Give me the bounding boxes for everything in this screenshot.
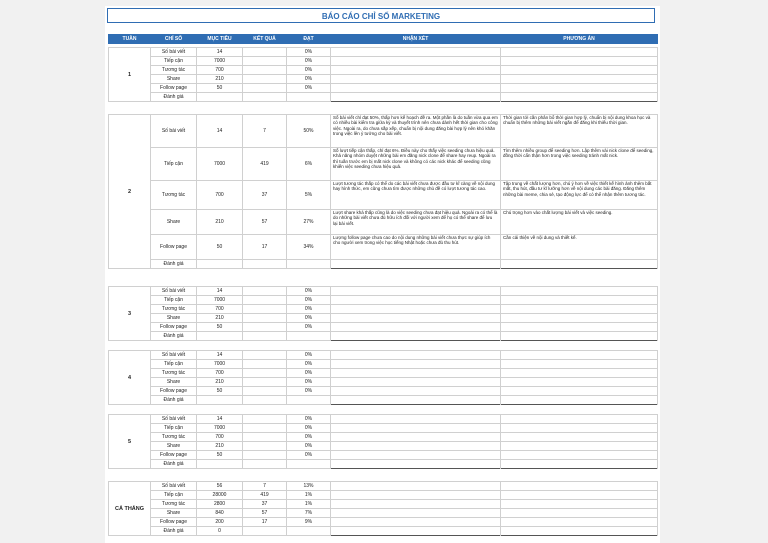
result-cell: [243, 360, 287, 369]
plan-cell: Cần cải thiện về nội dung và thiết kế.: [501, 235, 658, 260]
report-title: BÁO CÁO CHỈ SỐ MARKETING: [107, 8, 655, 23]
metric-cell: Follow page: [151, 235, 197, 260]
week-block: [108, 286, 658, 341]
percent-cell: [287, 527, 331, 536]
target-cell: 50: [197, 451, 243, 460]
column-header: KẾT QUẢ: [243, 35, 287, 44]
table-row: [109, 509, 658, 518]
metric-cell: Tiếp cận: [151, 57, 197, 66]
metric-cell: Số bài viết: [151, 482, 197, 491]
week-block: [108, 414, 658, 469]
percent-cell: 0%: [287, 287, 331, 296]
target-cell: [197, 332, 243, 341]
percent-cell: 0%: [287, 75, 331, 84]
table-row: [109, 424, 658, 433]
table-row: [109, 323, 658, 332]
column-header: NHẬN XÉT: [331, 35, 501, 44]
table-row: [109, 415, 658, 424]
plan-cell: [501, 396, 658, 405]
percent-cell: [287, 460, 331, 469]
metric-cell: Share: [151, 75, 197, 84]
percent-cell: 0%: [287, 351, 331, 360]
percent-cell: [287, 332, 331, 341]
note-cell: [331, 491, 501, 500]
target-cell: 7000: [197, 296, 243, 305]
target-cell: 840: [197, 509, 243, 518]
metric-cell: Follow page: [151, 518, 197, 527]
week-label: 2: [109, 115, 151, 269]
target-cell: 14: [197, 415, 243, 424]
plan-cell: [501, 84, 658, 93]
percent-cell: 0%: [287, 48, 331, 57]
metric-cell: Đánh giá: [151, 396, 197, 405]
percent-cell: 0%: [287, 451, 331, 460]
metric-cell: Số bài viết: [151, 415, 197, 424]
result-cell: 419: [243, 491, 287, 500]
target-cell: 50: [197, 387, 243, 396]
note-cell: [331, 387, 501, 396]
target-cell: 14: [197, 115, 243, 148]
note-cell: [331, 527, 501, 536]
percent-cell: 0%: [287, 415, 331, 424]
metric-cell: Số bài viết: [151, 287, 197, 296]
plan-cell: [501, 378, 658, 387]
result-cell: [243, 66, 287, 75]
metric-cell: Đánh giá: [151, 460, 197, 469]
plan-cell: Tìm thêm nhiều group để seeding hơn. Lập thêm vài nick clone để seeding, đồng thời cẩn thận hơn trong việc seeding tránh mất nick.: [501, 148, 658, 181]
metric-cell: Đánh giá: [151, 260, 197, 269]
column-header: CHỈ SỐ: [151, 35, 197, 44]
report-sheet: [105, 6, 660, 543]
note-cell: Lượt tương tác thấp có thể do các bài viết chưa được đầu tư kĩ càng về nội dung hay hình thức, em cũng chưa tìm được những chủ đề có lượt tương tác cao.: [331, 181, 501, 210]
result-cell: [243, 351, 287, 360]
week-block: [108, 114, 658, 269]
result-cell: 37: [243, 500, 287, 509]
metric-cell: Tương tác: [151, 500, 197, 509]
target-cell: 210: [197, 75, 243, 84]
target-cell: 14: [197, 48, 243, 57]
plan-cell: [501, 287, 658, 296]
result-cell: [243, 451, 287, 460]
plan-cell: [501, 93, 658, 102]
percent-cell: 9%: [287, 518, 331, 527]
note-cell: [331, 305, 501, 314]
percent-cell: 0%: [287, 369, 331, 378]
plan-cell: [501, 415, 658, 424]
metric-cell: Tương tác: [151, 181, 197, 210]
result-cell: [243, 378, 287, 387]
metric-cell: Tiếp cận: [151, 148, 197, 181]
plan-cell: Chú trọng hơn vào chất lượng bài viết và việc seeding.: [501, 210, 658, 235]
target-cell: [197, 396, 243, 405]
target-cell: 700: [197, 433, 243, 442]
result-cell: [243, 323, 287, 332]
table-row: [109, 48, 658, 57]
plan-cell: [501, 57, 658, 66]
percent-cell: [287, 93, 331, 102]
note-cell: [331, 518, 501, 527]
metric-cell: Tương tác: [151, 305, 197, 314]
note-cell: Lượt share khá thấp cũng là do việc seeding chưa đạt hiệu quả. Ngoài ra có thể là do những bài viết chưa đủ hữu ích đối với người xem để họ có thể share để lưu lại bài viết.: [331, 210, 501, 235]
percent-cell: [287, 396, 331, 405]
table-row: [109, 305, 658, 314]
plan-cell: [501, 66, 658, 75]
table-row: [109, 378, 658, 387]
plan-cell: [501, 509, 658, 518]
target-cell: 56: [197, 482, 243, 491]
note-cell: Số lượt tiếp cận thấp, chỉ đạt 6%. Điều này cho thấy việc seeding chưa hiệu quả. Khả năng nhóm duyệt những bài em đăng nick clone để share hay reup. Ngoài ra thì tuần trước em bị mất nick clone và không có các nick khác để seeding cũng khiến việc seeding chưa hiệu quả.: [331, 148, 501, 181]
table-row: [109, 314, 658, 323]
note-cell: Số bài viết chỉ đạt 50%, thấp hơn kế hoạch đề ra. Một phần là do tuần vừa qua em có nhiều bài kiểm tra giữa kỳ và thuyết trình nên chưa dành hết thời gian cho công việc. Ngoài ra, do chưa sắp xếp, chuẩn bị nội dung đăng bài hợp lý nên khó khăn trong việc lên ý tưởng cho bài viết.: [331, 115, 501, 148]
table-row: [109, 460, 658, 469]
plan-cell: [501, 260, 658, 269]
target-cell: 7000: [197, 57, 243, 66]
note-cell: Lượng follow page chưa cao do nội dung những bài viết chưa thực sự giúp ích cho người xem trong việc học tiếng Nhật hoặc chưa đủ thu hút.: [331, 235, 501, 260]
result-cell: [243, 433, 287, 442]
result-cell: [243, 396, 287, 405]
note-cell: [331, 482, 501, 491]
percent-cell: 6%: [287, 148, 331, 181]
plan-cell: Thời gian tới cần phân bổ thời gian hợp lý, chuẩn bị nội dung khoa học và chuẩn bị thêm những bài viết ngắn để đăng khi thiếu thời gian.: [501, 115, 658, 148]
table-row: [109, 482, 658, 491]
plan-cell: [501, 360, 658, 369]
result-cell: [243, 314, 287, 323]
metric-cell: Follow page: [151, 323, 197, 332]
target-cell: 7000: [197, 148, 243, 181]
metric-cell: Share: [151, 210, 197, 235]
header-row: [109, 35, 658, 44]
result-cell: [243, 75, 287, 84]
result-cell: [243, 260, 287, 269]
plan-cell: [501, 433, 658, 442]
metric-cell: Follow page: [151, 387, 197, 396]
target-cell: 50: [197, 84, 243, 93]
result-cell: 37: [243, 181, 287, 210]
percent-cell: 0%: [287, 57, 331, 66]
metric-cell: Share: [151, 509, 197, 518]
note-cell: [331, 332, 501, 341]
plan-cell: [501, 460, 658, 469]
table-row: [109, 84, 658, 93]
target-cell: 7000: [197, 360, 243, 369]
metric-cell: Tiếp cận: [151, 296, 197, 305]
target-cell: 210: [197, 378, 243, 387]
table-row: [109, 66, 658, 75]
note-cell: [331, 415, 501, 424]
target-cell: 210: [197, 442, 243, 451]
target-cell: [197, 460, 243, 469]
plan-cell: [501, 442, 658, 451]
table-row: [109, 451, 658, 460]
percent-cell: 0%: [287, 433, 331, 442]
note-cell: [331, 460, 501, 469]
result-cell: [243, 387, 287, 396]
target-cell: 7000: [197, 424, 243, 433]
table-row: [109, 210, 658, 235]
target-cell: 210: [197, 210, 243, 235]
week-label: 1: [109, 48, 151, 102]
table-row: [109, 148, 658, 181]
target-cell: 700: [197, 305, 243, 314]
target-cell: 200: [197, 518, 243, 527]
note-cell: [331, 84, 501, 93]
note-cell: [331, 351, 501, 360]
plan-cell: [501, 332, 658, 341]
metric-cell: Follow page: [151, 451, 197, 460]
table-row: [109, 387, 658, 396]
percent-cell: 0%: [287, 424, 331, 433]
percent-cell: 0%: [287, 66, 331, 75]
table-row: [109, 115, 658, 148]
result-cell: [243, 415, 287, 424]
percent-cell: 0%: [287, 378, 331, 387]
percent-cell: 1%: [287, 491, 331, 500]
percent-cell: 1%: [287, 500, 331, 509]
target-cell: [197, 93, 243, 102]
week-block: [108, 481, 658, 536]
metric-cell: Số bài viết: [151, 351, 197, 360]
plan-cell: [501, 491, 658, 500]
note-cell: [331, 93, 501, 102]
target-cell: 50: [197, 235, 243, 260]
percent-cell: 5%: [287, 181, 331, 210]
table-row: [109, 491, 658, 500]
result-cell: 419: [243, 148, 287, 181]
table-row: [109, 57, 658, 66]
result-cell: [243, 424, 287, 433]
percent-cell: 0%: [287, 314, 331, 323]
column-header: TUẦN: [109, 35, 151, 44]
note-cell: [331, 500, 501, 509]
percent-cell: 0%: [287, 387, 331, 396]
note-cell: [331, 360, 501, 369]
table-row: [109, 287, 658, 296]
week-label: CẢ THÁNG: [109, 482, 151, 536]
table-row: [109, 332, 658, 341]
result-cell: [243, 93, 287, 102]
target-cell: 700: [197, 181, 243, 210]
metric-cell: Share: [151, 314, 197, 323]
metric-cell: Tiếp cận: [151, 360, 197, 369]
target-cell: 0: [197, 527, 243, 536]
week-label: 5: [109, 415, 151, 469]
result-cell: 57: [243, 509, 287, 518]
table-row: [109, 75, 658, 84]
target-cell: [197, 260, 243, 269]
table-row: [109, 181, 658, 210]
table-row: [109, 527, 658, 536]
result-cell: [243, 57, 287, 66]
target-cell: 14: [197, 287, 243, 296]
note-cell: [331, 396, 501, 405]
table-row: [109, 433, 658, 442]
result-cell: [243, 332, 287, 341]
metric-cell: Đánh giá: [151, 332, 197, 341]
target-cell: 50: [197, 323, 243, 332]
percent-cell: 7%: [287, 509, 331, 518]
table-row: [109, 260, 658, 269]
column-header: MỤC TIÊU: [197, 35, 243, 44]
metric-cell: Tương tác: [151, 433, 197, 442]
result-cell: 17: [243, 235, 287, 260]
result-cell: 7: [243, 115, 287, 148]
note-cell: [331, 369, 501, 378]
note-cell: [331, 433, 501, 442]
metric-cell: Share: [151, 442, 197, 451]
result-cell: [243, 48, 287, 57]
metric-cell: Đánh giá: [151, 93, 197, 102]
metric-cell: Tiếp cận: [151, 424, 197, 433]
week-label: 4: [109, 351, 151, 405]
table-row: [109, 93, 658, 102]
percent-cell: 0%: [287, 305, 331, 314]
metric-cell: Số bài viết: [151, 48, 197, 57]
note-cell: [331, 287, 501, 296]
note-cell: [331, 442, 501, 451]
note-cell: [331, 48, 501, 57]
week-label: 3: [109, 287, 151, 341]
percent-cell: 0%: [287, 323, 331, 332]
target-cell: 28000: [197, 491, 243, 500]
percent-cell: [287, 260, 331, 269]
note-cell: [331, 323, 501, 332]
note-cell: [331, 314, 501, 323]
plan-cell: [501, 75, 658, 84]
result-cell: [243, 369, 287, 378]
plan-cell: [501, 351, 658, 360]
note-cell: [331, 509, 501, 518]
plan-cell: [501, 305, 658, 314]
table-row: [109, 442, 658, 451]
table-row: [109, 360, 658, 369]
metric-cell: Tương tác: [151, 66, 197, 75]
note-cell: [331, 296, 501, 305]
note-cell: [331, 451, 501, 460]
table-row: [109, 369, 658, 378]
week-block: [108, 47, 658, 102]
result-cell: [243, 442, 287, 451]
result-cell: 57: [243, 210, 287, 235]
target-cell: 14: [197, 351, 243, 360]
metric-cell: Số bài viết: [151, 115, 197, 148]
percent-cell: 27%: [287, 210, 331, 235]
metric-cell: Follow page: [151, 84, 197, 93]
table-row: [109, 235, 658, 260]
target-cell: 210: [197, 314, 243, 323]
note-cell: [331, 378, 501, 387]
column-header: PHƯƠNG ÁN: [501, 35, 658, 44]
percent-cell: 0%: [287, 84, 331, 93]
result-cell: [243, 460, 287, 469]
plan-cell: [501, 48, 658, 57]
header-table: [108, 34, 658, 44]
metric-cell: Đánh giá: [151, 527, 197, 536]
percent-cell: 0%: [287, 442, 331, 451]
column-header: ĐẠT: [287, 35, 331, 44]
plan-cell: [501, 527, 658, 536]
table-row: [109, 396, 658, 405]
plan-cell: [501, 518, 658, 527]
note-cell: [331, 424, 501, 433]
note-cell: [331, 75, 501, 84]
percent-cell: 0%: [287, 296, 331, 305]
result-cell: 17: [243, 518, 287, 527]
plan-cell: [501, 482, 658, 491]
plan-cell: Tập trung về chất lượng hơn, chú ý hơn về việc thiết kế hình ảnh thêm bắt mắt, thu hút, đầu tư kĩ lưỡng hơn về nội dung các bài đăng. Đăng thêm những bài meme, chia sẻ, tạo động lực để có thể nhận thêm tương tác.: [501, 181, 658, 210]
result-cell: [243, 287, 287, 296]
result-cell: [243, 296, 287, 305]
result-cell: [243, 84, 287, 93]
target-cell: 700: [197, 66, 243, 75]
percent-cell: 13%: [287, 482, 331, 491]
target-cell: 700: [197, 369, 243, 378]
plan-cell: [501, 296, 658, 305]
percent-cell: 0%: [287, 360, 331, 369]
result-cell: [243, 305, 287, 314]
metric-cell: Tiếp cận: [151, 491, 197, 500]
table-row: [109, 518, 658, 527]
plan-cell: [501, 451, 658, 460]
result-cell: 7: [243, 482, 287, 491]
note-cell: [331, 66, 501, 75]
metric-cell: Share: [151, 378, 197, 387]
note-cell: [331, 260, 501, 269]
plan-cell: [501, 500, 658, 509]
percent-cell: 34%: [287, 235, 331, 260]
table-row: [109, 351, 658, 360]
plan-cell: [501, 323, 658, 332]
table-row: [109, 296, 658, 305]
target-cell: 2800: [197, 500, 243, 509]
table-row: [109, 500, 658, 509]
plan-cell: [501, 369, 658, 378]
percent-cell: 50%: [287, 115, 331, 148]
note-cell: [331, 57, 501, 66]
metric-cell: Tương tác: [151, 369, 197, 378]
result-cell: [243, 527, 287, 536]
plan-cell: [501, 314, 658, 323]
week-block: [108, 350, 658, 405]
plan-cell: [501, 424, 658, 433]
plan-cell: [501, 387, 658, 396]
